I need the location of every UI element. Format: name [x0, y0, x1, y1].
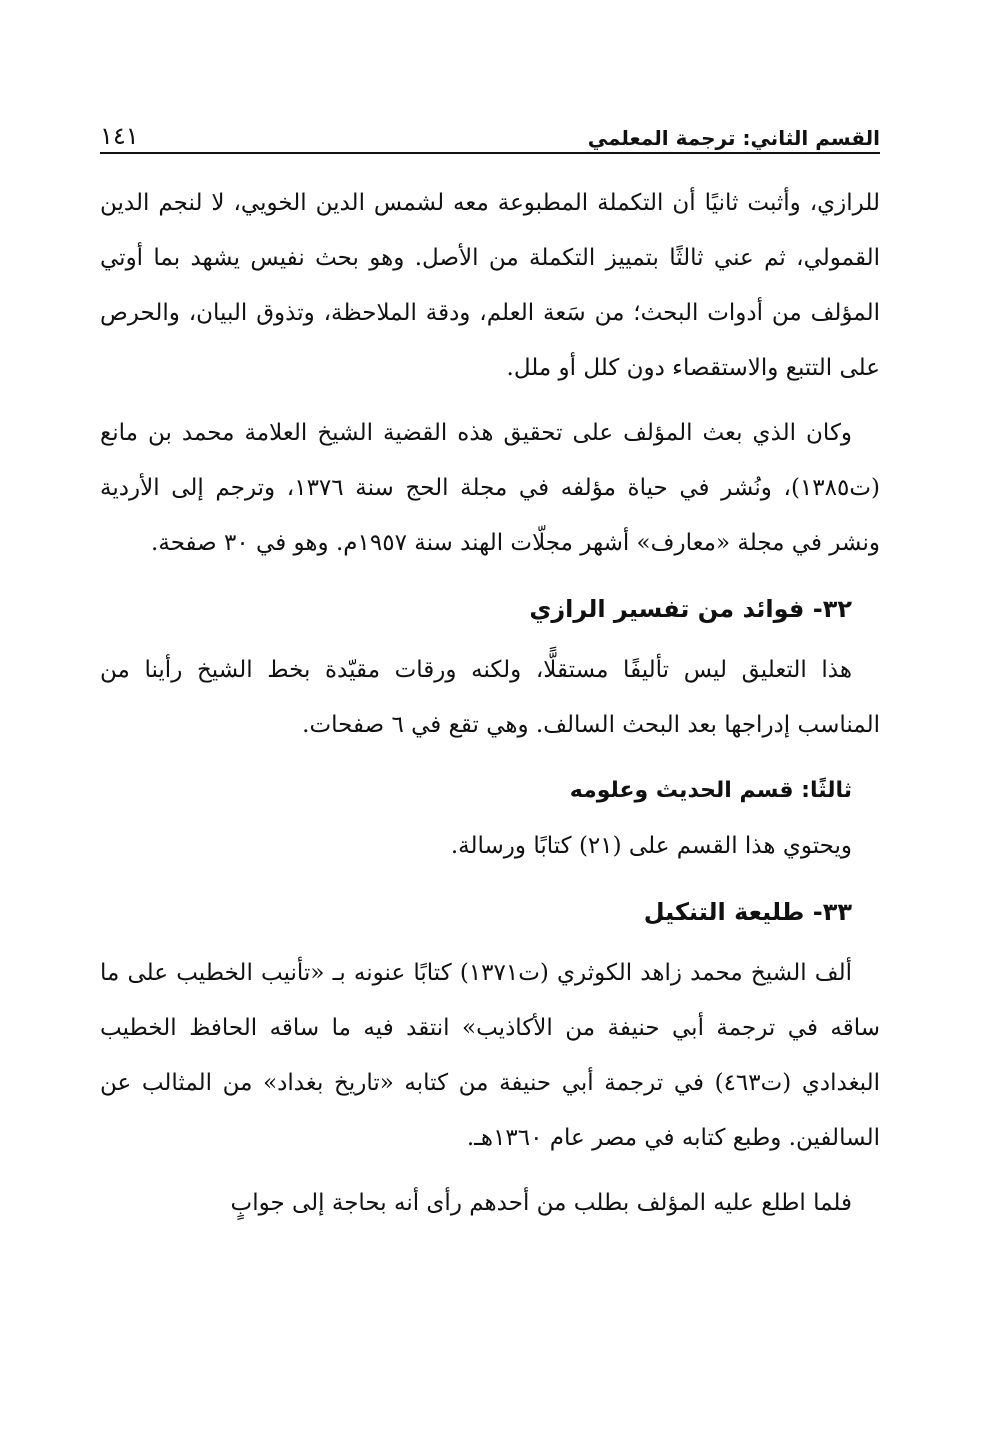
paragraph-razi-continuation: للرازي، وأثبت ثانيًا أن التكملة المطبوعة معه لشمس الدين الخويي، لا لنجم الدين القمولي، ثم عني ثالثًا بتمييز التكملة من الأصل. وهو بحث نفيس يشهد بما أوتي المؤلف من أدوات البحث؛ من سَعة العلم، ودقة الملاحظة، وتذوق البيان، والحرص على التتبع والاستقصاء دون كلل أو ملل.: [100, 190, 880, 381]
section-heading-hadith: ثالثًا: قسم الحديث وعلومه: [569, 778, 852, 803]
header-title: القسم الثاني: ترجمة المعلمي: [587, 126, 880, 150]
running-header: [100, 110, 880, 150]
paragraph-motivation: وكان الذي بعث المؤلف على تحقيق هذه القضية الشيخ العلامة محمد بن مانع (ت١٣٨٥)، ونُشر في حياة مؤلفه في مجلة الحج سنة ١٣٧٦، وترجم إلى الأردية ونشر في مجلة «معارف» أشهر مجلّات الهند سنة ١٩٥٧م. وهو في ٣٠ صفحة.: [100, 420, 880, 556]
page-number: ١٤١: [100, 122, 139, 150]
header-divider: [100, 152, 880, 154]
paragraph-section-count: ويحتوي هذا القسم على (٢١) كتابًا ورسالة.: [450, 833, 852, 859]
paragraph-item-33: ألف الشيخ محمد زاهد الكوثري (ت١٣٧١) كتابًا عنونه بـ «تأنيب الخطيب على ما ساقه في ترجمة أبي حنيفة من الأكاذيب» انتقد فيه ما ساقه الحافظ الخطيب البغدادي (ت٤٦٣) في ترجمة أبي حنيفة من كتابه «تاريخ بغداد» من المثالب عن السالفين. وطبع كتابه في مصر عام ١٣٦٠هـ.: [100, 960, 881, 1151]
book-page: [100, 0, 880, 1455]
page-body: [100, 176, 880, 1241]
paragraph-item-32: هذا التعليق ليس تأليفًا مستقلًّا، ولكنه ورقات مقيّدة بخط الشيخ رأينا من المناسب إدراجها بعد البحث السالف. وهي تقع في ٦ صفحات.: [100, 657, 880, 738]
heading-item-33: ٣٣- طليعة التنكيل: [643, 898, 852, 926]
heading-item-32: ٣٢- فوائد من تفسير الرازي: [529, 595, 852, 623]
paragraph-item-33-continued: فلما اطلع عليه المؤلف بطلب من أحدهم رأى أنه بحاجة إلى جوابٍ: [230, 1190, 852, 1216]
